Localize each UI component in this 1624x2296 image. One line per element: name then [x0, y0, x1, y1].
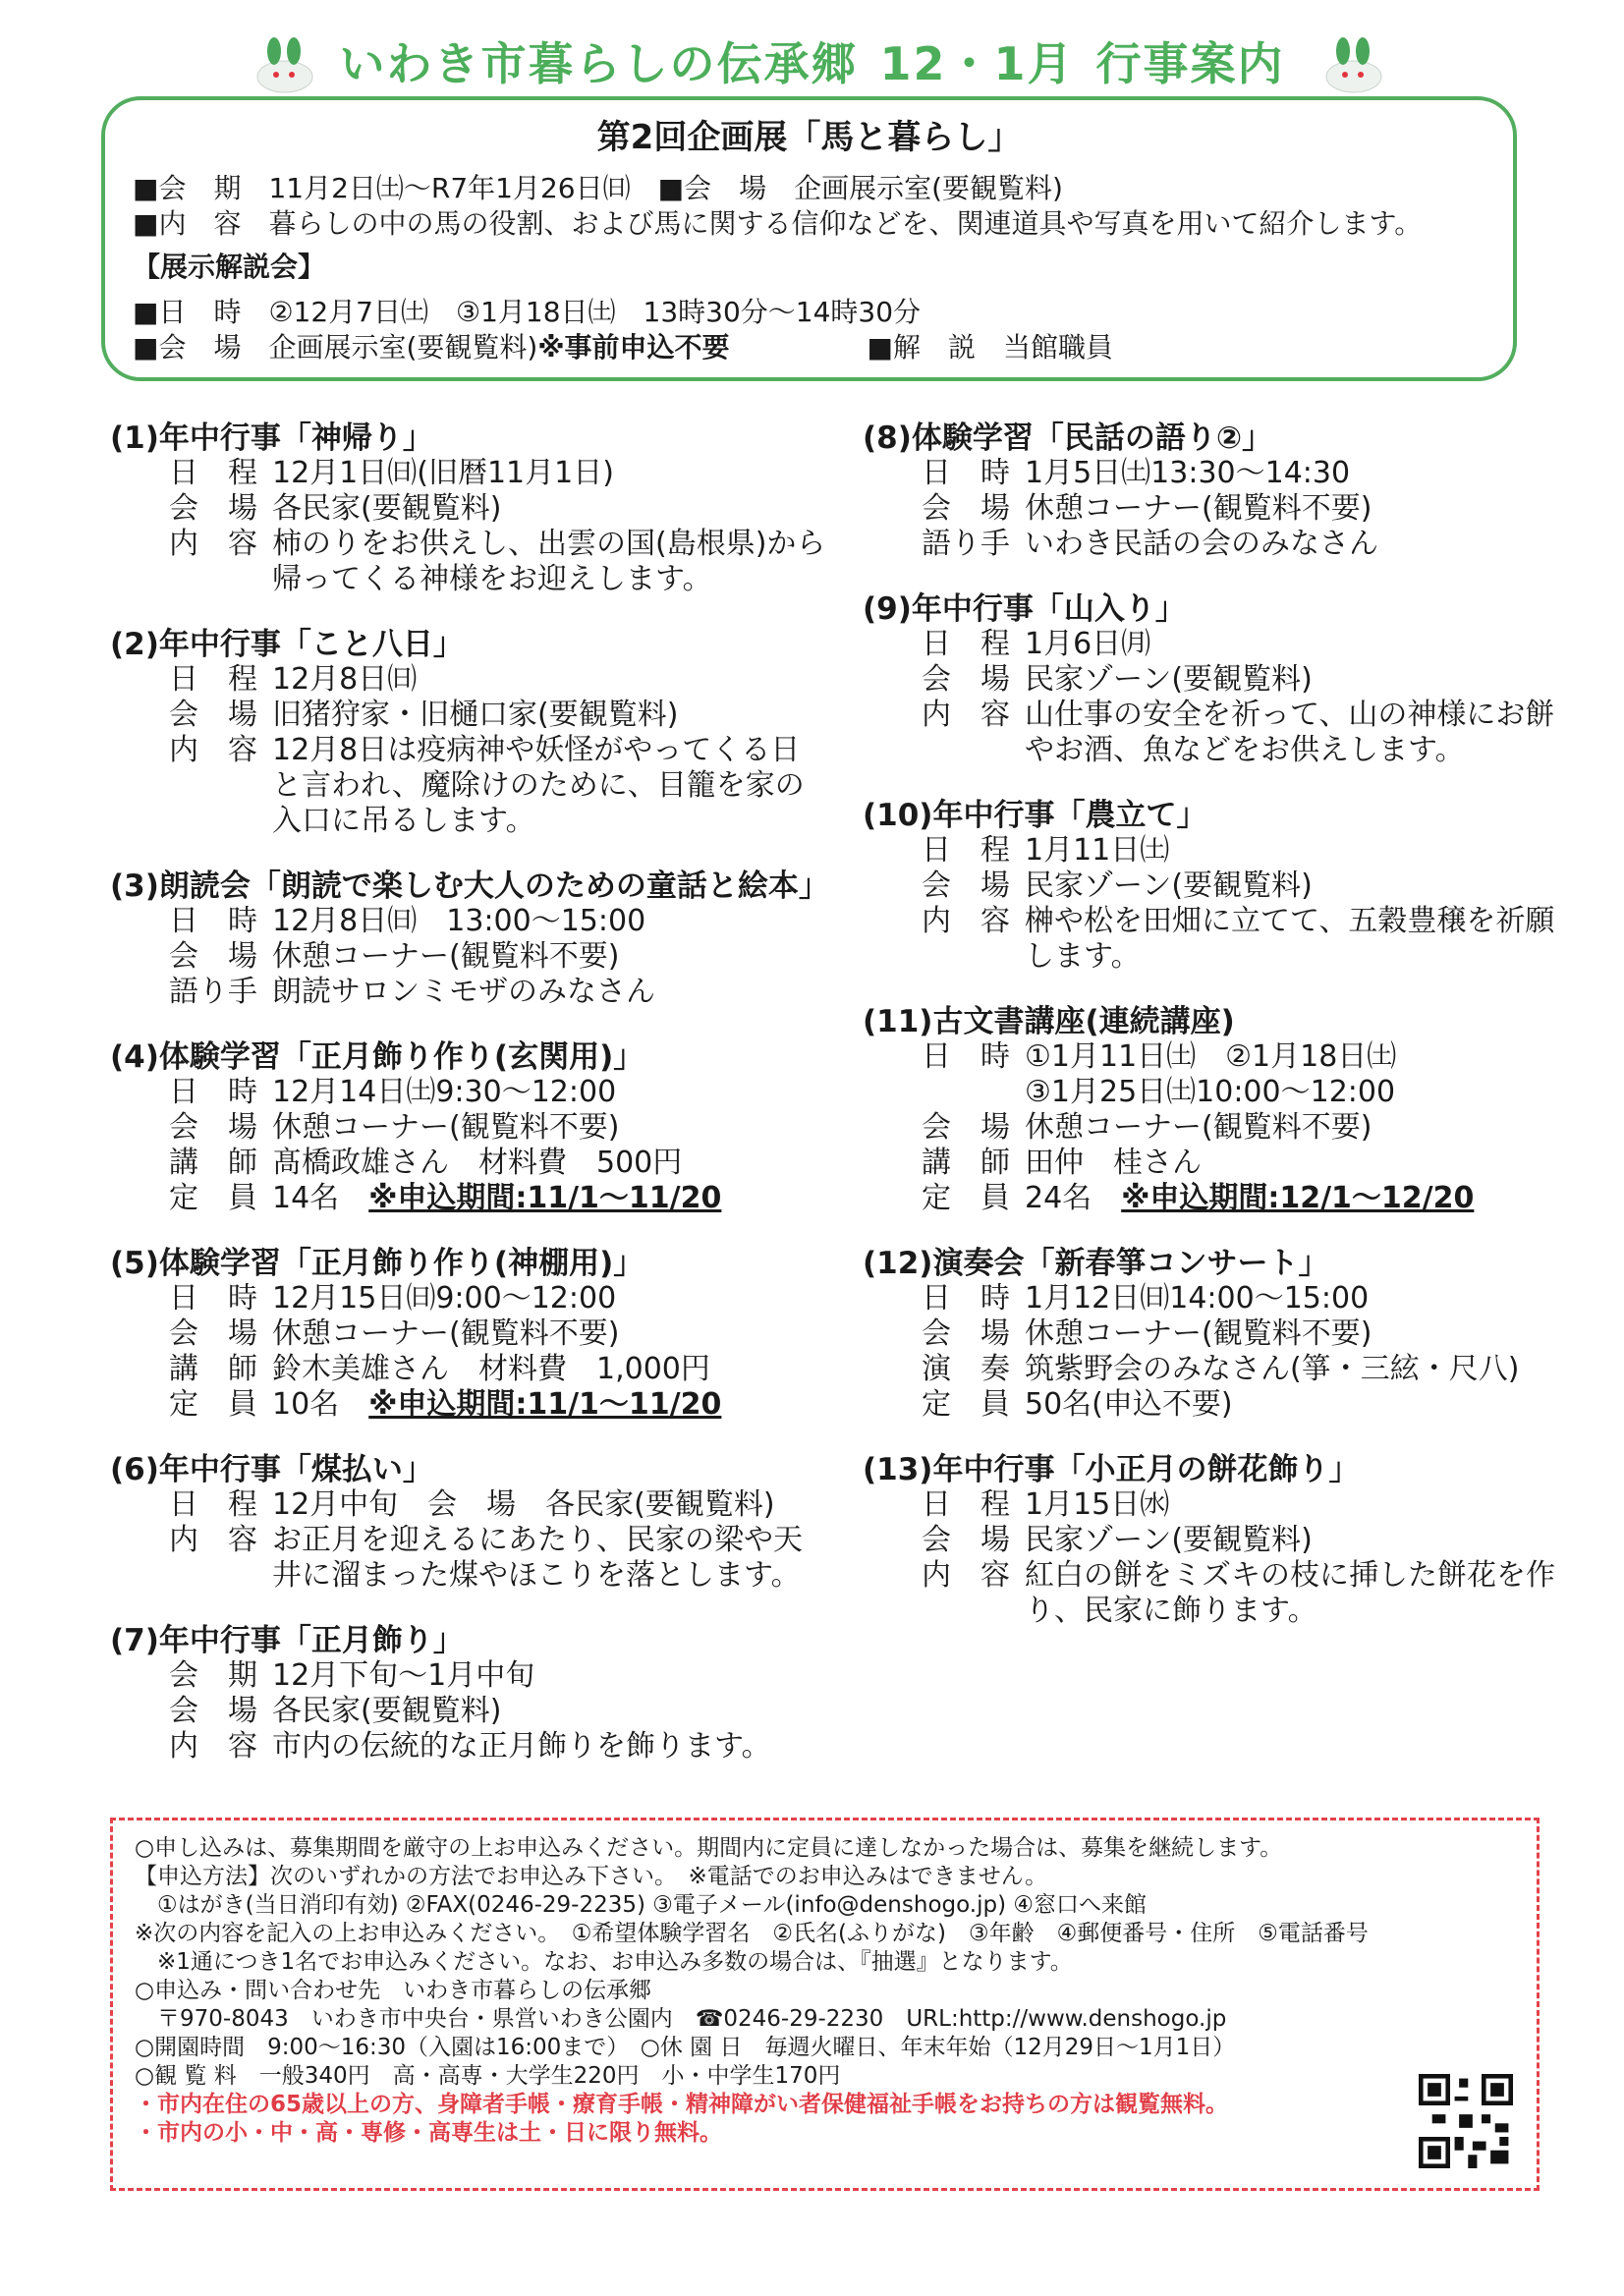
event-detail-label: 日 時 — [169, 904, 257, 938]
event-detail-value: 1月5日㈯13:30～14:30 — [1025, 456, 1351, 490]
event-item — [110, 627, 827, 839]
event-detail-value: 市内の伝統的な正月飾りを飾ります。 — [272, 1729, 771, 1764]
event-detail-label: 定 員 — [922, 1387, 1010, 1422]
event-detail-row — [110, 456, 827, 491]
event-detail-value: 各民家(要観覧料) — [272, 1694, 502, 1728]
notice-line: 【申込方法】次のいずれかの方法でお申込み下さい。 ※電話でのお申込みはできません。 — [135, 1864, 1048, 1889]
event-detail-value: 休憩コーナー(観覧料不要) — [272, 1110, 620, 1145]
event-detail-row — [863, 491, 1570, 527]
event-detail-row — [863, 1039, 1570, 1110]
event-detail-label: 会 場 — [922, 662, 1010, 697]
snow-rabbit-icon — [1319, 35, 1388, 94]
exhibition-content: ■内 容 暮らしの中の馬の役割、および馬に関する信仰などを、関連道具や写真を用いて紹介します。 — [133, 207, 1423, 240]
event-detail-value: 休憩コーナー(観覧料不要) — [272, 1316, 620, 1351]
event-detail-row — [110, 491, 827, 527]
event-detail-value: 12月14日㈯9:30～12:00 — [272, 1075, 617, 1109]
event-detail-value: いわき民話の会のみなさん — [1025, 527, 1378, 561]
event-item — [863, 420, 1570, 562]
event-detail-row — [863, 1523, 1570, 1558]
event-detail-row — [863, 1181, 1570, 1216]
event-detail-row — [110, 939, 827, 975]
event-detail-row — [110, 975, 827, 1010]
event-detail-label: 会 場 — [169, 698, 257, 732]
event-detail-value: 12月下旬～1月中旬 — [272, 1658, 535, 1693]
notice-line: ○開園時間 9:00～16:30（入園は16:00まで） ○休 園 日 毎週火曜日、年末年始（12月29日～1月1日） — [135, 2035, 1236, 2060]
event-detail-label: 会 場 — [169, 939, 257, 974]
event-detail-row — [863, 1487, 1570, 1523]
event-detail-row — [110, 1352, 827, 1387]
event-detail-value: 紅白の餅をミズキの枝に挿した餅花を作り、民家に飾ります。 — [1025, 1558, 1555, 1628]
event-detail-row — [863, 1316, 1570, 1352]
event-detail-row — [863, 456, 1570, 491]
event-detail-row — [110, 1387, 827, 1423]
event-detail-label: 日 時 — [922, 1281, 1010, 1316]
event-detail-value: 旧猪狩家・旧樋口家(要観覧料) — [272, 698, 679, 732]
event-detail-value: 24名 ※申込期間:12/1～12/20 — [1025, 1181, 1475, 1215]
event-title: (4)体験学習「正月飾り作り(玄関用)」 — [110, 1039, 644, 1075]
event-detail-value: ①1月11日㈯ ②1月18日㈯ ③1月25日㈯10:00～12:00 — [1025, 1039, 1397, 1109]
event-detail-label: 会 場 — [169, 1110, 257, 1145]
event-detail-label: 日 時 — [922, 456, 1010, 490]
event-detail-value: 50名(申込不要) — [1025, 1387, 1233, 1422]
event-detail-row — [110, 1075, 827, 1110]
event-detail-value: 休憩コーナー(観覧料不要) — [1025, 491, 1372, 526]
exhibition-talk-venue: ■会 場 企画展示室(要観覧料)※事前申込不要 ■解 説 当館職員 — [133, 331, 1114, 364]
event-detail-row — [863, 833, 1570, 868]
event-item — [110, 1452, 827, 1594]
event-item — [110, 420, 827, 597]
event-detail-value: 筑紫野会のみなさん(箏・三絃・尺八) — [1025, 1352, 1520, 1386]
exhibition-talk-heading: 【展示解説会】 — [133, 251, 326, 283]
event-detail-value: 田仲 桂さん — [1025, 1146, 1202, 1180]
event-detail-row — [110, 1146, 827, 1181]
event-title: (6)年中行事「煤払い」 — [110, 1452, 433, 1487]
event-title: (5)体験学習「正月飾り作り(神棚用)」 — [110, 1246, 644, 1281]
event-detail-value: 休憩コーナー(観覧料不要) — [1025, 1316, 1372, 1351]
event-detail-value: 民家ゾーン(要観覧料) — [1025, 1523, 1313, 1557]
event-detail-row — [110, 1110, 827, 1146]
application-period: ※申込期間:11/1～11/20 — [368, 1387, 722, 1422]
event-title: (10)年中行事「農立て」 — [863, 798, 1207, 833]
event-detail-value: 1月6日㈪ — [1025, 627, 1151, 661]
notice-line: ○申し込みは、募集期間を厳守の上お申込みください。期間内に定員に達しなかった場合は、募集を継続します。 — [135, 1835, 1283, 1861]
event-detail-row — [110, 1523, 827, 1594]
event-detail-label: 内 容 — [169, 1523, 257, 1557]
event-detail-label: 日 程 — [169, 1487, 257, 1522]
application-period: ※申込期間:12/1～12/20 — [1121, 1181, 1475, 1215]
event-detail-label: 会 場 — [922, 1523, 1010, 1557]
event-title: (7)年中行事「正月飾り」 — [110, 1623, 464, 1658]
event-detail-label: 会 場 — [169, 491, 257, 526]
event-detail-row — [110, 1729, 827, 1764]
notice-line: ○観 覧 料 一般340円 高・高専・大学生220円 小・中学生170円 — [135, 2063, 841, 2089]
event-detail-row — [863, 1558, 1570, 1629]
event-detail-value: 民家ゾーン(要観覧料) — [1025, 868, 1313, 903]
event-detail-label: 日 時 — [922, 1039, 1010, 1074]
event-title: (1)年中行事「神帰り」 — [110, 420, 433, 456]
event-detail-value: 12月8日㈰ 13:00～15:00 — [272, 904, 646, 938]
event-item — [110, 868, 827, 1010]
event-detail-label: 会 場 — [169, 1316, 257, 1351]
event-detail-value: 鈴木美雄さん 材料費 1,000円 — [272, 1352, 710, 1386]
event-detail-row — [863, 1352, 1570, 1387]
application-period: ※申込期間:11/1～11/20 — [368, 1181, 722, 1215]
event-detail-label: 定 員 — [169, 1181, 257, 1215]
event-detail-value: お正月を迎えるにあたり、民家の梁や天井に溜まった煤やほこりを落とします。 — [272, 1523, 803, 1593]
event-item — [110, 1623, 827, 1764]
event-detail-row — [863, 1146, 1570, 1181]
event-detail-row — [863, 1281, 1570, 1316]
event-detail-row — [863, 662, 1570, 698]
event-detail-row — [863, 698, 1570, 768]
event-title: (3)朗読会「朗読で楽しむ大人のための童話と絵本」 — [110, 868, 829, 904]
event-detail-row — [863, 868, 1570, 904]
event-detail-label: 会 場 — [922, 1110, 1010, 1145]
event-detail-row — [863, 627, 1570, 662]
event-detail-label: 講 師 — [922, 1146, 1010, 1180]
event-title: (9)年中行事「山入り」 — [863, 591, 1186, 627]
notice-line: ※1通につき1名でお申込みください。なお、お申込み多数の場合は、『抽選』となります。 — [135, 1949, 1073, 1975]
exhibition-box — [101, 96, 1517, 381]
event-item — [863, 591, 1570, 768]
event-detail-value: 12月1日㈰(旧暦11月1日) — [272, 456, 614, 490]
event-item — [863, 1246, 1570, 1423]
exhibition-period: ■会 期 11月2日㈯～R7年1月26日㈰ ■会 場 企画展示室(要観覧料) — [133, 172, 1063, 204]
event-detail-label: 会 期 — [169, 1658, 257, 1693]
event-detail-label: 講 師 — [169, 1352, 257, 1386]
event-detail-label: 内 容 — [169, 1729, 257, 1764]
event-item — [863, 1452, 1570, 1629]
event-detail-value: 山仕事の安全を祈って、山の神様にお餅やお酒、魚などをお供えします。 — [1025, 698, 1555, 767]
event-detail-value: 10名 ※申込期間:11/1～11/20 — [272, 1387, 722, 1422]
event-detail-label: 語り手 — [922, 527, 1010, 561]
event-title: (12)演奏会「新春箏コンサート」 — [863, 1246, 1329, 1281]
event-detail-row — [110, 698, 827, 733]
event-detail-value: 朗読サロンミモザのみなさん — [272, 975, 655, 1009]
event-detail-label: 演 奏 — [922, 1352, 1010, 1386]
event-detail-label: 日 程 — [169, 662, 257, 697]
event-detail-value: 14名 ※申込期間:11/1～11/20 — [272, 1181, 722, 1215]
event-detail-label: 日 時 — [169, 1281, 257, 1316]
event-detail-label: 定 員 — [922, 1181, 1010, 1215]
event-detail-value: 休憩コーナー(観覧料不要) — [272, 939, 620, 974]
event-detail-value: 髙橋政雄さん 材料費 500円 — [272, 1146, 683, 1180]
event-item — [863, 1004, 1570, 1216]
event-title: (13)年中行事「小正月の餅花飾り」 — [863, 1452, 1360, 1487]
event-detail-value: 各民家(要観覧料) — [272, 491, 502, 526]
free-admission-note: ・市内在住の65歳以上の方、身障者手帳・療育手帳・精神障がい者保健福祉手帳をお持ちの方は観覧無料。 — [135, 2092, 1229, 2117]
event-detail-value: 民家ゾーン(要観覧料) — [1025, 662, 1313, 697]
event-detail-value: 1月11日㈯ — [1025, 833, 1170, 868]
event-detail-label: 日 程 — [169, 456, 257, 490]
event-detail-row — [110, 1694, 827, 1729]
notice-line: ※次の内容を記入の上お申込みください。 ①希望体験学習名 ②氏名(ふりがな) ③年齢 ④郵便番号・住所 ⑤電話番号 — [135, 1921, 1369, 1946]
page-header — [0, 29, 1624, 98]
event-detail-row — [863, 1110, 1570, 1146]
event-item — [110, 1246, 827, 1423]
qr-code-icon[interactable] — [1419, 2074, 1513, 2168]
events-column-left — [110, 420, 827, 1794]
event-title: (11)古文書講座(連続講座) — [863, 1004, 1235, 1039]
event-detail-row — [863, 1387, 1570, 1423]
event-detail-row — [863, 527, 1570, 562]
event-detail-value: 休憩コーナー(観覧料不要) — [1025, 1110, 1372, 1145]
event-detail-row — [110, 1487, 827, 1523]
event-detail-label: 会 場 — [922, 868, 1010, 903]
event-title: (2)年中行事「こと八日」 — [110, 627, 464, 662]
event-detail-row — [110, 1316, 827, 1352]
event-item — [110, 1039, 827, 1216]
event-detail-value: 12月8日㈰ — [272, 662, 418, 697]
event-detail-label: 会 場 — [922, 1316, 1010, 1351]
event-detail-value: 12月中旬 会 場 各民家(要観覧料) — [272, 1487, 775, 1522]
events-column-right — [863, 420, 1570, 1658]
event-detail-label: 日 程 — [922, 833, 1010, 868]
event-detail-row — [110, 1658, 827, 1694]
event-detail-label: 内 容 — [169, 733, 257, 767]
event-detail-row — [110, 1281, 827, 1316]
event-detail-row — [110, 904, 827, 939]
notice-box — [110, 1818, 1540, 2191]
notice-line: ○申込み・問い合わせ先 いわき市暮らしの伝承郷 — [135, 1978, 652, 2003]
event-detail-value: 1月12日㈰14:00～15:00 — [1025, 1281, 1370, 1316]
notice-line: 〒970-8043 いわき市中央台・県営いわき公園内 ☎0246-29-2230 URL:http://www.denshogo.jp — [135, 2006, 1227, 2032]
event-detail-value: 柿のりをお供えし、出雲の国(島根県)から帰ってくる神様をお迎えします。 — [272, 527, 826, 596]
event-detail-label: 内 容 — [922, 1558, 1010, 1593]
event-detail-label: 内 容 — [922, 904, 1010, 938]
event-detail-label: 定 員 — [169, 1387, 257, 1422]
event-detail-label: 内 容 — [169, 527, 257, 561]
event-detail-label: 日 時 — [169, 1075, 257, 1109]
event-detail-label: 日 程 — [922, 627, 1010, 661]
event-detail-value: 12月15日㈰9:00～12:00 — [272, 1281, 617, 1316]
event-item — [863, 798, 1570, 975]
event-detail-row — [110, 733, 827, 839]
event-detail-value: 榊や松を田畑に立てて、五穀豊穣を祈願します。 — [1025, 904, 1555, 974]
event-title: (8)体験学習「民話の語り②」 — [863, 420, 1273, 456]
event-detail-label: 講 師 — [169, 1146, 257, 1180]
exhibition-talk-date: ■日 時 ②12月7日㈯ ③1月18日㈯ 13時30分～14時30分 — [133, 296, 922, 328]
event-detail-value: 12月8日は疫病神や妖怪がやってくる日と言われ、魔除けのために、目籠を家の入口に吊るします。 — [272, 733, 805, 838]
event-detail-row — [110, 527, 827, 597]
event-detail-row — [110, 1181, 827, 1216]
event-detail-label: 日 程 — [922, 1487, 1010, 1522]
event-detail-row — [863, 904, 1570, 975]
free-admission-note: ・市内の小・中・高・専修・高専生は土・日に限り無料。 — [135, 2120, 722, 2146]
event-detail-label: 会 場 — [169, 1694, 257, 1728]
event-detail-label: 内 容 — [922, 698, 1010, 732]
event-detail-row — [110, 662, 827, 698]
notice-line: ①はがき(当日消印有効) ②FAX(0246-29-2235) ③電子メール(info@denshogo.jp) ④窓口へ来館 — [135, 1892, 1147, 1918]
event-detail-label: 会 場 — [922, 491, 1010, 526]
event-detail-label: 語り手 — [169, 975, 257, 1009]
snow-rabbit-icon — [251, 35, 319, 94]
event-detail-value: 1月15日㈬ — [1025, 1487, 1170, 1522]
exhibition-title: 第2回企画展「馬と暮らし」 — [596, 118, 1022, 157]
page-title: いわき市暮らしの伝承郷 12・1月 行事案内 — [339, 37, 1285, 90]
